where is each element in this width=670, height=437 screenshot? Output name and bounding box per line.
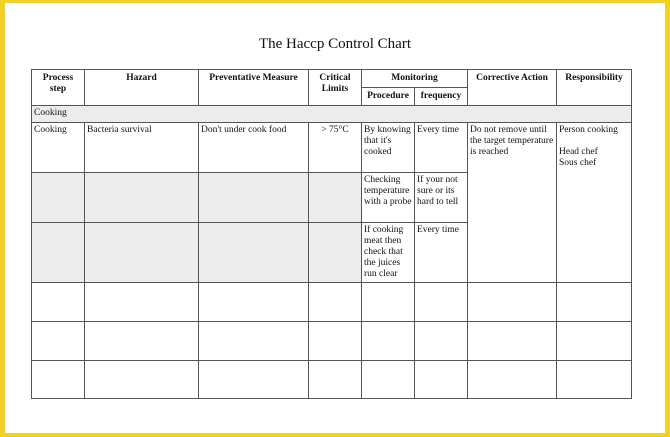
cell-frequency: Every time — [415, 123, 468, 173]
table-row-empty — [32, 283, 632, 322]
cell-empty — [309, 173, 362, 223]
cell-frequency: If your not sure or its hard to tell — [415, 173, 468, 223]
cell-process-step: Cooking — [32, 123, 85, 173]
haccp-table — [31, 69, 632, 399]
responsibility-line-3: Sous chef — [559, 158, 597, 168]
header-process-step: Process step — [32, 70, 85, 106]
section-label: Cooking — [32, 106, 632, 123]
document-page — [5, 3, 665, 433]
cell-frequency: Every time — [415, 223, 468, 283]
cell-corrective-action: Do not remove until the target temperature is reached — [468, 123, 557, 283]
table-row-empty — [32, 322, 632, 361]
header-row — [32, 70, 632, 88]
cell-empty — [32, 173, 85, 223]
cell-empty — [199, 223, 309, 283]
header-frequency: frequency — [415, 88, 468, 106]
cell-empty — [309, 223, 362, 283]
table-row-empty — [32, 361, 632, 399]
responsibility-line-2: Head chef — [559, 147, 598, 157]
cell-critical-limits: > 75°C — [309, 123, 362, 173]
table-row — [32, 123, 632, 173]
responsibility-line-1: Person cooking — [559, 125, 618, 135]
cell-procedure: Checking temperature with a probe — [362, 173, 415, 223]
section-row — [32, 106, 632, 123]
page-title: The Haccp Control Chart — [258, 36, 412, 52]
header-corrective-action: Corrective Action — [468, 70, 557, 106]
cell-hazard: Bacteria survival — [85, 123, 199, 173]
cell-preventative-measure: Don't under cook food — [199, 123, 309, 173]
header-monitoring: Monitoring — [362, 70, 468, 88]
cell-empty — [85, 173, 199, 223]
cell-responsibility — [557, 123, 632, 283]
header-procedure: Procedure — [362, 88, 415, 106]
header-responsibility: Responsibility — [557, 70, 632, 106]
header-critical-limits: Critical Limits — [309, 70, 362, 106]
cell-empty — [32, 223, 85, 283]
cell-empty — [85, 223, 199, 283]
cell-procedure: If cooking meat then check that the juices run clear — [362, 223, 415, 283]
cell-empty — [199, 173, 309, 223]
header-preventative-measure: Preventative Measure — [199, 70, 309, 106]
cell-procedure: By knowing that it's cooked — [362, 123, 415, 173]
header-hazard: Hazard — [85, 70, 199, 106]
